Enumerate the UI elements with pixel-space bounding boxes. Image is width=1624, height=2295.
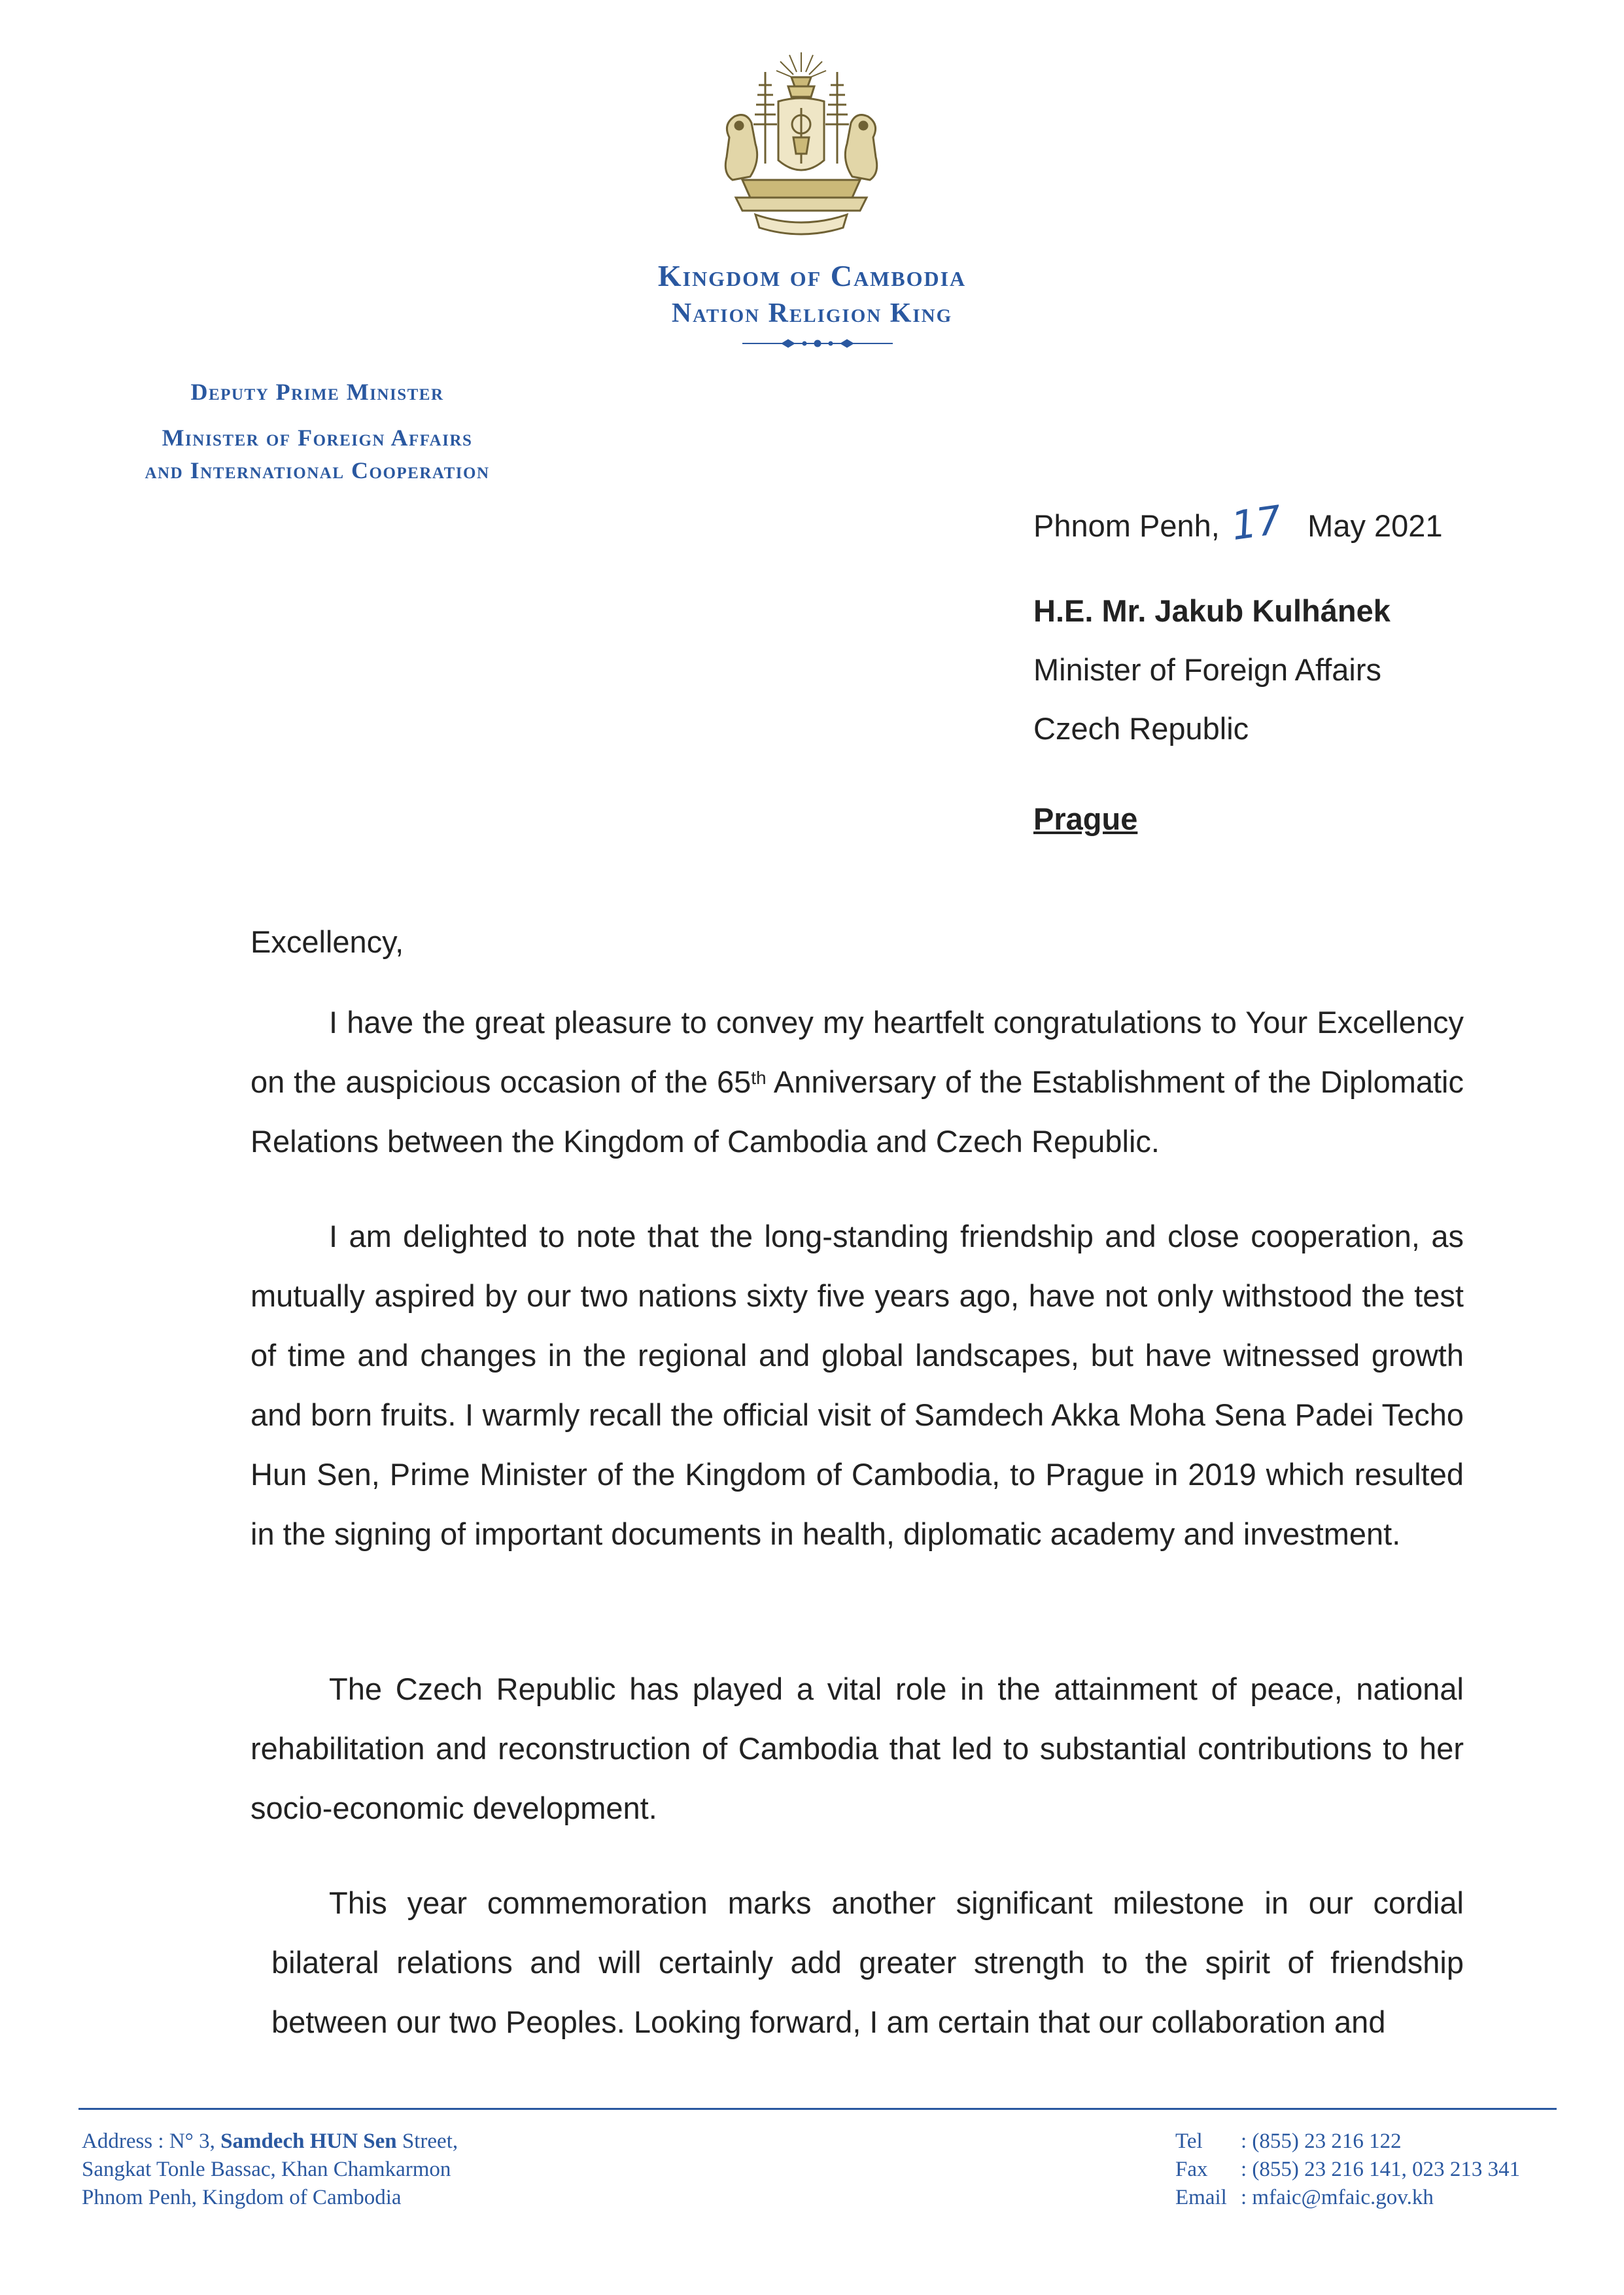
recipient-city: Prague bbox=[1033, 801, 1138, 836]
contact-fax: Fax : (855) 23 216 141, 023 213 341 bbox=[1175, 2158, 1521, 2181]
recipient-name: H.E. Mr. Jakub Kulhánek bbox=[1033, 593, 1391, 628]
footer-divider bbox=[78, 2108, 1557, 2110]
paragraph-1 bbox=[251, 992, 1464, 1171]
ministry-line-1: Deputy Prime Minister bbox=[190, 379, 444, 405]
ministry-line-2: Minister of Foreign Affairs bbox=[162, 425, 473, 451]
paragraph-1-part-b: Anniversary of the Establishment of the Diplomatic Relations between the Kingdom of Cambodia and Czech Republic. bbox=[251, 1064, 1464, 1159]
address-street-bold: Samdech HUN Sen bbox=[220, 2129, 397, 2153]
recipient-country: Czech Republic bbox=[1033, 711, 1249, 746]
coat-of-arms-icon bbox=[703, 46, 899, 242]
kingdom-title: Kingdom of Cambodia bbox=[657, 259, 967, 292]
footer-contacts bbox=[1175, 2128, 1600, 2212]
contact-tel: Tel : (855) 23 216 122 bbox=[1175, 2129, 1402, 2153]
date-place: Phnom Penh, bbox=[1033, 508, 1220, 543]
national-motto: Nation Religion King bbox=[671, 298, 953, 328]
paragraph-2: I am delighted to note that the long-standing friendship and close cooperation, as mutually aspired by our two nations sixty five years ago, have not only withstood the test of time and changes in the regional and global landscapes, but have witnessed growth and born fruits. I warmly recall the official visit of Samdech Akka Moha Sena Padei Techo Hun Sen, Prime Minister of the Kingdom of Cambodia, to Prague in 2019 which resulted in the signing of important documents in health, diplomatic academy and investment. bbox=[251, 1219, 1464, 1551]
flourish-divider-icon bbox=[742, 336, 893, 351]
salutation: Excellency, bbox=[251, 924, 404, 959]
address-line-1: Address : N° 3, Samdech HUN Sen Street, bbox=[82, 2129, 458, 2153]
ordinal-suffix: th bbox=[751, 1068, 767, 1088]
ministry-line-3: and International Cooperation bbox=[145, 457, 490, 483]
recipient-title: Minister of Foreign Affairs bbox=[1033, 652, 1382, 687]
date-month-year: May 2021 bbox=[1307, 508, 1443, 543]
paragraph-1-part-a: I have the great pleasure to convey my heartfelt congratulations to Your Excellency on the auspicious occasion of the 65 bbox=[251, 1005, 1464, 1099]
address-line-2: Sangkat Tonle Bassac, Khan Chamkarmon bbox=[82, 2158, 451, 2181]
date-day-handwritten: 17 bbox=[1228, 497, 1285, 550]
letter-date bbox=[1033, 497, 1443, 550]
paragraph-3: The Czech Republic has played a vital role in the attainment of peace, national rehabilitation and reconstruction of Cambodia that led to substantial contributions to her socio-economic development. bbox=[251, 1672, 1464, 1825]
footer-address bbox=[82, 2128, 670, 2212]
address-line-3: Phnom Penh, Kingdom of Cambodia bbox=[82, 2186, 402, 2209]
paragraph-4: This year commemoration marks another significant milestone in our cordial bilateral relations and will certainly add greater strength to the spirit of friendship between our two Peoples. Looking forward, I am certain that our collaboration and bbox=[271, 1885, 1464, 2039]
contact-email: Email : mfaic@mfaic.gov.kh bbox=[1175, 2186, 1434, 2209]
